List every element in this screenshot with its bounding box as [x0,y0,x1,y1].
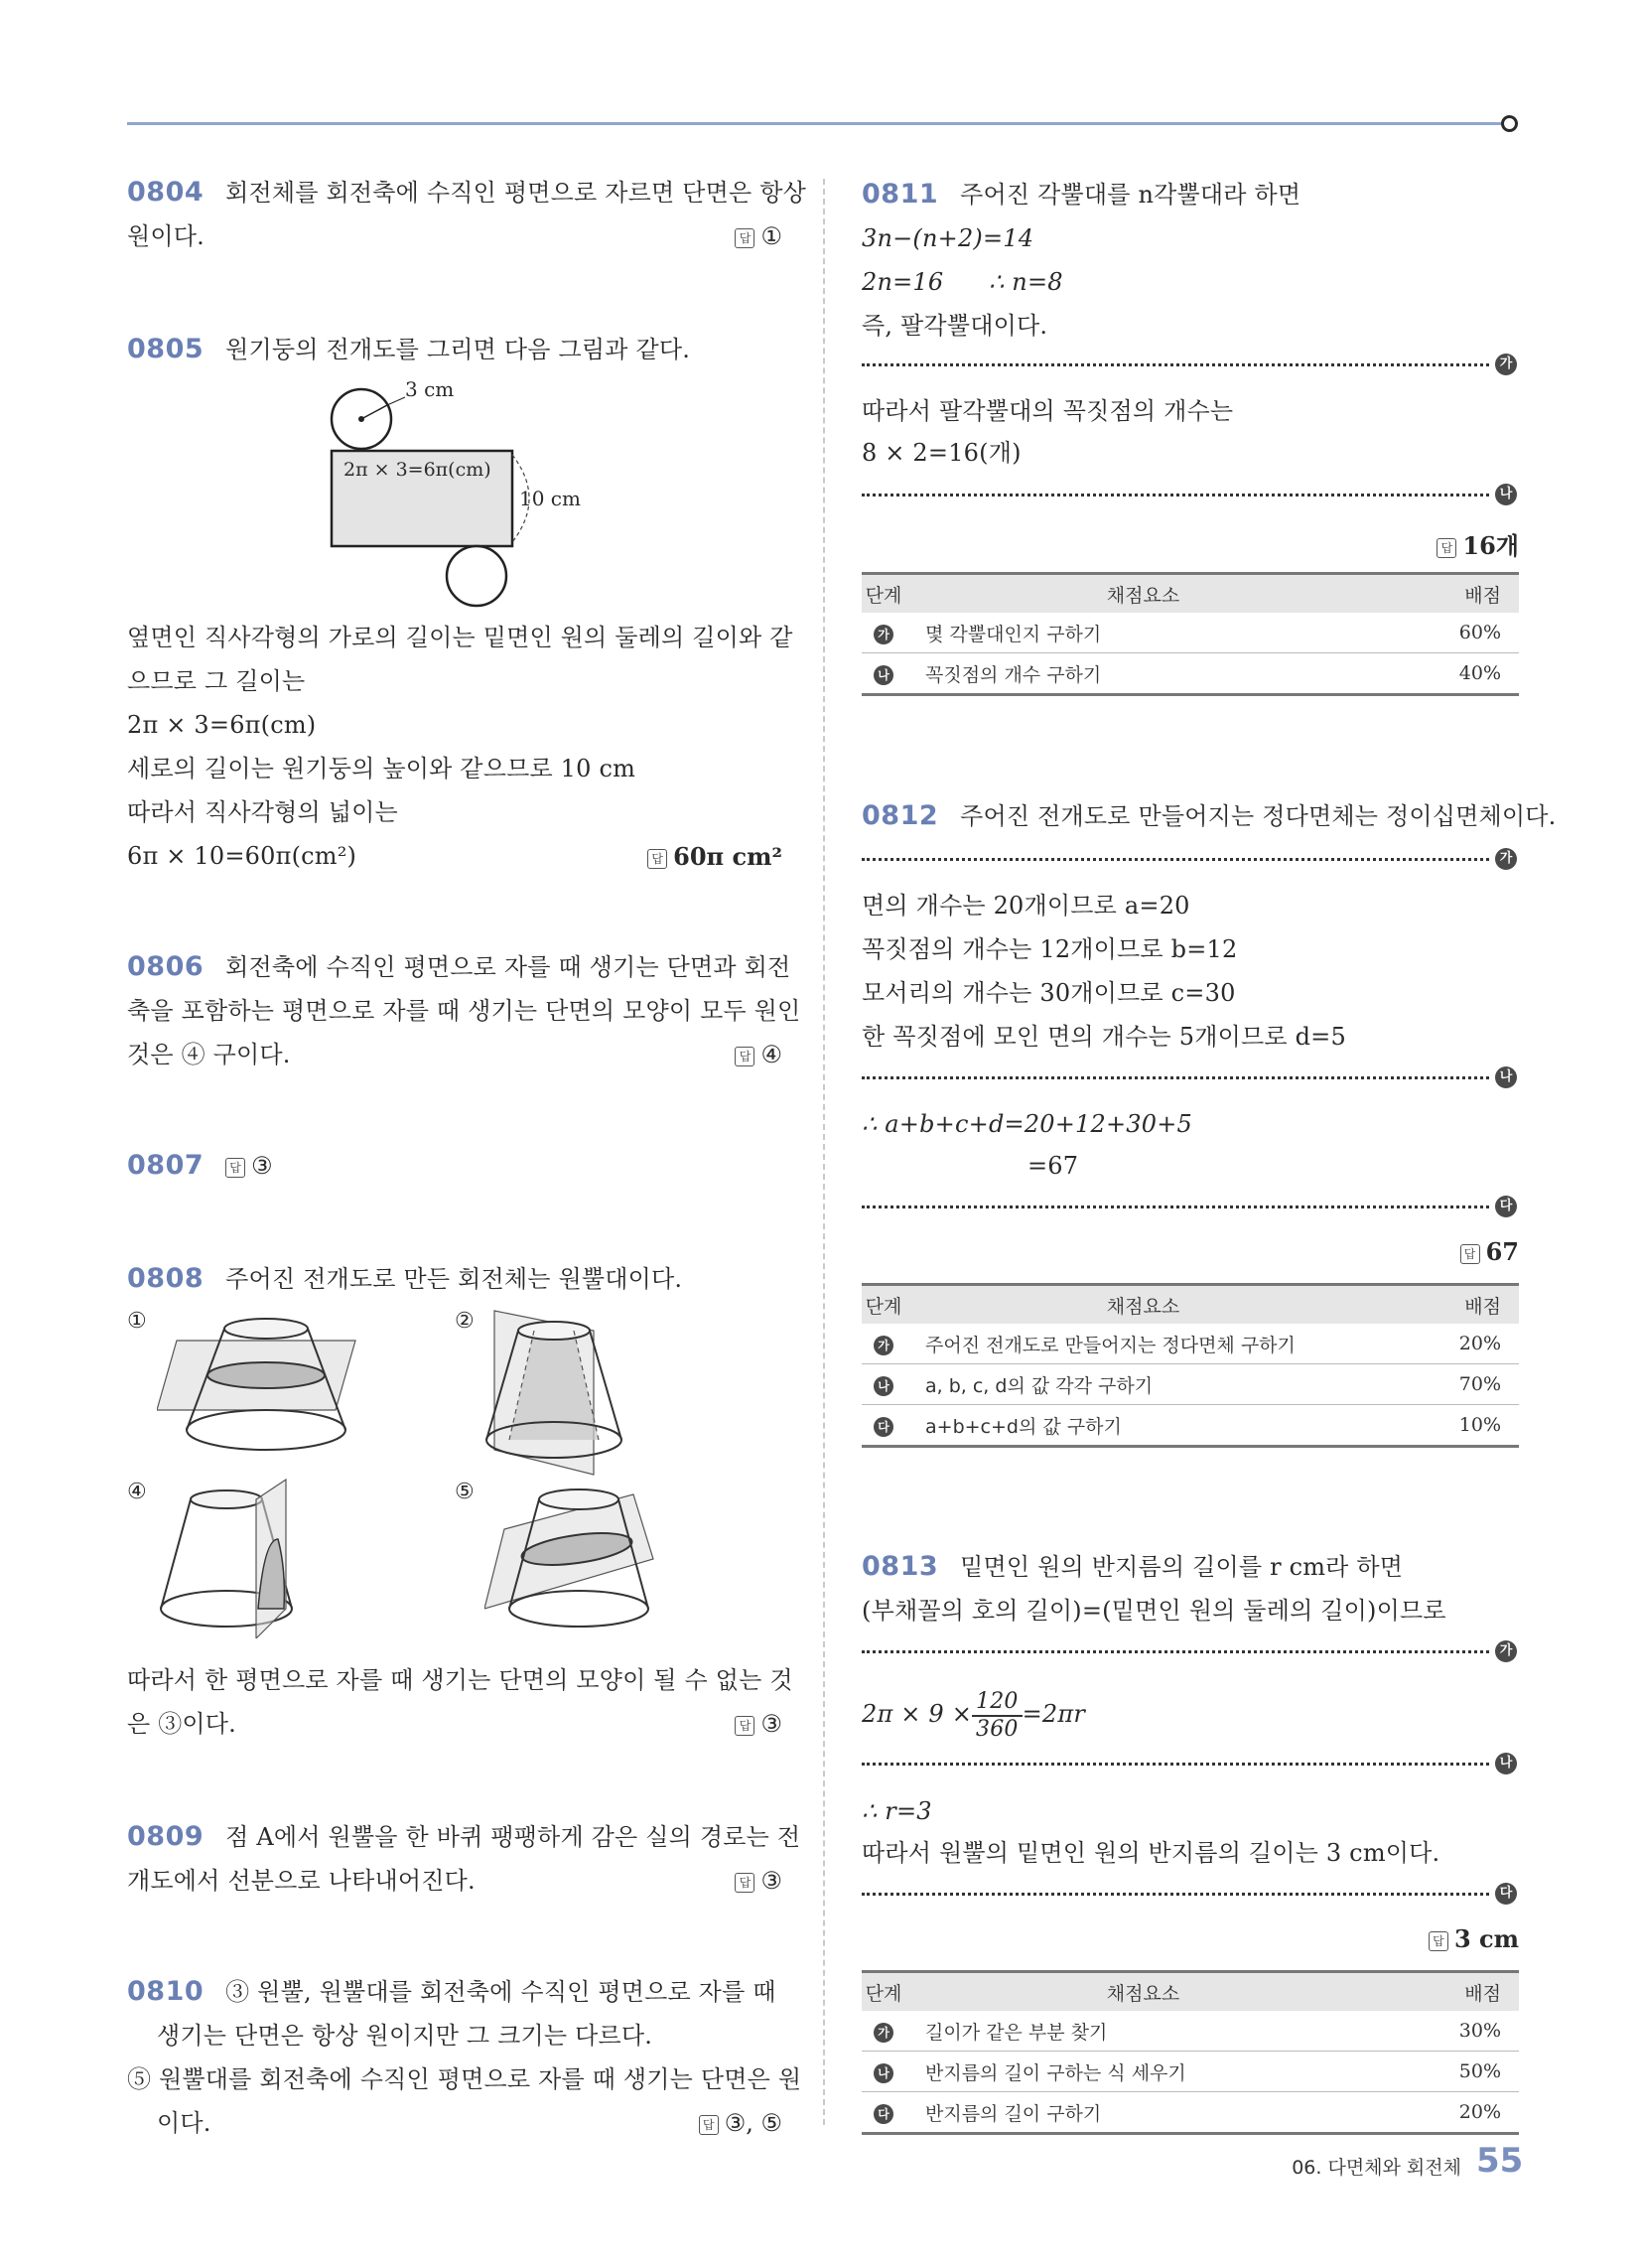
dotted-rule [862,858,1489,861]
dotted-rule [862,363,1489,366]
problem-number: 0813 [862,1551,939,1582]
problem-0812-line2: 면의 개수는 20개이므로 a=20 [862,892,1190,920]
table-row: 가 길이가 같은 부분 찾기 30% [862,2011,1519,2052]
problem-0813-line4: ∴ r=3 [862,1797,932,1825]
problem-0810-line3: ⑤ 원뿔대를 회전축에 수직인 평면으로 자를 때 생기는 단면은 원 [127,2065,802,2093]
answer-0810: 답 ③, ⑤ [699,2109,782,2137]
answer-0808: 답 ③ [735,1710,782,1738]
answer-icon: 답 [735,1716,754,1736]
top-rule [127,122,1507,125]
bottom-base [509,1591,648,1627]
label-height: 10 cm [519,487,581,510]
table-row: 다 a+b+c+d의 값 구하기 10% [862,1405,1519,1447]
figure-label-1: ① [127,1309,147,1334]
problem-0811-line3b: ∴ n=8 [989,268,1063,296]
page-number: 55 [1476,2141,1524,2181]
chapter-title: 06. 다면체와 회전체 [1292,2157,1461,2179]
problem-0808-line2: 따라서 한 평면으로 자를 때 생기는 단면의 모양이 될 수 없는 것 [127,1666,793,1694]
problem-0811-line4: 즉, 팔각뿔대이다. [862,312,1048,340]
top-base [191,1490,262,1508]
problem-number: 0809 [127,1821,205,1852]
step-mark-na: 나 [1495,1066,1517,1088]
problem-0809-line2: 개도에서 선분으로 나타내어진다. [127,1867,476,1895]
answer-0804: 답 ① [735,222,782,250]
problem-0812-line4: 모서리의 개수는 30개이므로 c=30 [862,979,1236,1007]
problem-0813-line2: (부채꼴의 호의 길이)=(밑면인 원의 둘레의 길이)이므로 [862,1597,1446,1625]
scoring-table-0812 [862,1283,1519,1448]
problem-number: 0811 [862,179,939,210]
table-header: 단계 채점요소 배점 [862,574,1519,614]
problem-0804-line1: 0804 회전체를 회전축에 수직인 평면으로 자르면 단면은 항상 [127,177,806,208]
problem-0804-line2: 원이다. [127,222,205,250]
problem-0812-line7: =67 [1027,1152,1079,1180]
section-circle [207,1362,325,1388]
answer-0806: 답 ④ [735,1041,782,1068]
dotted-rule [862,494,1489,496]
problem-0810-line4: 이다. [157,2109,211,2137]
dotted-rule [862,1893,1489,1896]
answer-icon: 답 [735,1047,754,1066]
table-header: 단계 채점요소 배점 [862,1285,1519,1325]
label-width: 2π × 3=6π(cm) [343,459,491,481]
scoring-table-0813 [862,1970,1519,2135]
table-row: 가 주어진 전개도로 만들어지는 정다면체 구하기 20% [862,1324,1519,1364]
table-header: 단계 채점요소 배점 [862,1972,1519,2012]
answer-icon: 답 [1437,538,1456,558]
table-row: 나 반지름의 길이 구하는 식 세우기 50% [862,2052,1519,2092]
problem-0812-line1: 0812 주어진 전개도로 만들어지는 정다면체는 정이십면체이다. [862,800,1557,831]
problem-0805-line2: 옆면인 직사각형의 가로의 길이는 밑면인 원의 둘레의 길이와 같 [127,624,793,651]
column-divider [823,179,825,2125]
answer-0805: 답 60π cm² [647,842,782,871]
step-mark-da: 다 [1495,1196,1517,1217]
problem-number: 0804 [127,177,205,208]
problem-number: 0808 [127,1263,205,1294]
answer-icon: 답 [225,1158,245,1178]
scoring-table-0811 [862,572,1519,696]
problem-0805-line7: 6π × 10=60π(cm²) [127,842,357,870]
problem-0812-line3: 꼭짓점의 개수는 12개이므로 b=12 [862,935,1238,963]
dotted-rule [862,1205,1489,1208]
figure-label-5: ⑤ [455,1480,475,1504]
problem-0806-line3: 것은 ④ 구이다. [127,1041,291,1068]
table-row: 나 꼭짓점의 개수 구하기 40% [862,653,1519,695]
answer-icon: 답 [735,228,754,248]
bottom-base [187,1410,345,1450]
answer-icon: 답 [1460,1244,1480,1264]
step-mark-ga: 가 [1495,354,1517,375]
top-base [224,1319,308,1339]
radius-leader [387,397,405,405]
label-radius: 3 cm [405,377,455,401]
step-mark-ga: 가 [1495,1640,1517,1662]
step-mark-ga: 가 [1495,848,1517,870]
problem-number: 0806 [127,951,205,982]
top-rule-dot [1501,115,1518,132]
answer-icon: 답 [735,1873,754,1893]
step-mark-da: 다 [1495,1883,1517,1905]
problem-0811-line2: 3n−(n+2)=14 [862,224,1034,252]
fraction: $\frac{120}{360}$ [972,1689,1023,1743]
answer-icon: 답 [647,849,667,869]
problem-number: 0812 [862,800,939,831]
problem-number: 0805 [127,334,205,364]
table-row: 나 a, b, c, d의 값 각각 구하기 70% [862,1364,1519,1405]
problem-0806-line2: 축을 포함하는 평면으로 자를 때 생기는 단면의 모양이 모두 원인 [127,997,801,1025]
answer-icon: 답 [1429,1931,1448,1951]
problem-0811-line1: 0811 주어진 각뿔대를 n각뿔대라 하면 [862,179,1301,210]
problem-0809-line1: 0809 점 A에서 원뿔을 한 바퀴 팽팽하게 감은 실의 경로는 전 [127,1821,801,1852]
problem-0811-line6: 8 × 2=16(개) [862,439,1022,467]
dotted-rule [862,1763,1489,1766]
problem-0813-line5: 따라서 원뿔의 밑면인 원의 반지름의 길이는 3 cm이다. [862,1839,1440,1867]
side-line [161,1499,191,1609]
top-base [518,1322,590,1340]
answer-0809: 답 ③ [735,1867,782,1895]
problem-0810-line1: 0810 ③ 원뿔, 원뿔대를 회전축에 수직인 평면으로 자를 때 [127,1976,776,2007]
problem-0812-line6: ∴ a+b+c+d=20+12+30+5 [862,1110,1193,1138]
problem-0810-line2: 생기는 단면은 항상 원이지만 그 크기는 다르다. [157,2022,653,2050]
frustum-figure-2 [475,1301,693,1480]
table-row: 가 몇 각뿔대인지 구하기 60% [862,613,1519,653]
problem-0805-line1: 0805 원기둥의 전개도를 그리면 다음 그림과 같다. [127,334,691,364]
answer-0813: 답 3 cm [1429,1924,1519,1953]
problem-number: 0810 [127,1976,205,2007]
problem-0811-line5: 따라서 팔각뿔대의 꼭짓점의 개수는 [862,397,1234,425]
problem-0813-line3: 2π × 9 × $\frac{120}{360}$ =2πr [862,1688,1086,1742]
problem-0813-line1: 0813 밑면인 원의 반지름의 길이를 r cm라 하면 [862,1551,1404,1582]
problem-0805-line3: 으므로 그 길이는 [127,667,306,695]
top-base [539,1489,618,1509]
answer-0812: 답 67 [1460,1237,1519,1266]
dotted-rule [862,1650,1489,1653]
answer-icon: 답 [699,2115,719,2135]
step-mark-na: 나 [1495,484,1517,505]
table-row: 다 반지름의 길이 구하기 20% [862,2092,1519,2134]
problem-0811-line3a: 2n=16 [862,268,944,296]
answer-0811: 답 16개 [1437,526,1519,561]
problem-0812-line5: 한 꼭짓점에 모인 면의 개수는 5개이므로 d=5 [862,1023,1346,1051]
problem-0808-line1: 0808 주어진 전개도로 만든 회전체는 원뿔대이다. [127,1263,683,1294]
step-mark-na: 나 [1495,1753,1517,1774]
problem-0808-line3: 은 ③이다. [127,1710,237,1738]
problem-0806-line1: 0806 회전축에 수직인 평면으로 자를 때 생기는 단면과 회전 [127,951,791,982]
frustum-figure-5 [484,1470,723,1638]
problem-0805-line5: 세로의 길이는 원기둥의 높이와 같으므로 10 cm [127,755,636,782]
frustum-figure-4 [147,1470,365,1638]
problem-number: 0807 [127,1150,205,1181]
bottom-circle [447,546,506,606]
problem-0807-line1: 0807 답 ③ [127,1150,273,1181]
frustum-figure-1 [157,1301,395,1470]
dotted-rule [862,1076,1489,1079]
problem-0805-line4: 2π × 3=6π(cm) [127,711,317,739]
problem-0805-line6: 따라서 직사각형의 넓이는 [127,798,398,826]
figure-label-2: ② [455,1309,475,1334]
figure-label-4: ④ [127,1480,147,1504]
